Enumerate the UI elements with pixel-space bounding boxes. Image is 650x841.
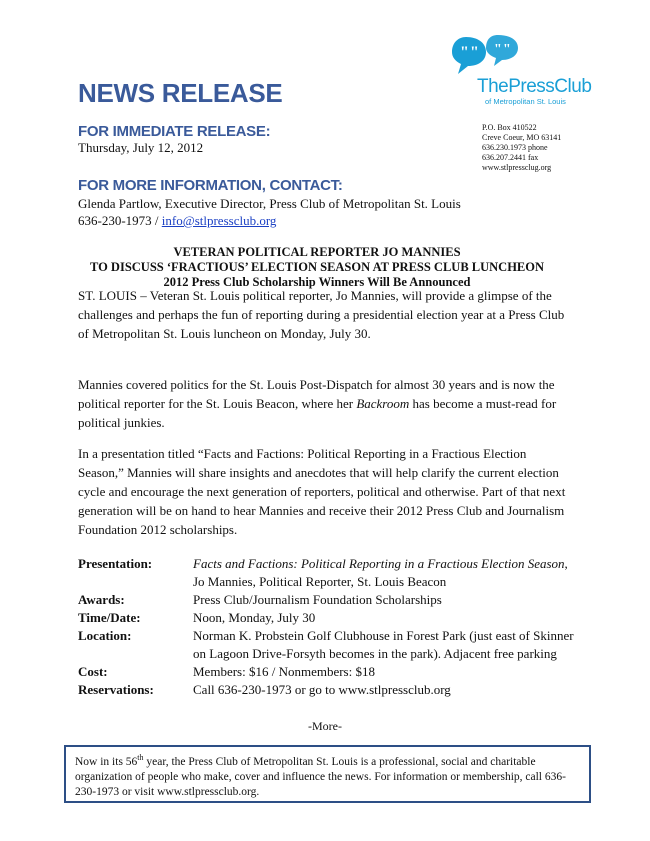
detail-row-reservations bbox=[78, 681, 578, 699]
page-title: NEWS RELEASE bbox=[78, 78, 283, 108]
speech-bubbles-icon bbox=[452, 33, 522, 77]
svg-text:": " bbox=[470, 44, 479, 61]
address-line: www.stlpressclug.org bbox=[482, 163, 552, 172]
backroom-title: Backroom bbox=[356, 396, 410, 411]
detail-label: Reservations: bbox=[78, 682, 154, 697]
detail-label: Location: bbox=[78, 628, 132, 643]
event-details bbox=[78, 555, 578, 699]
presentation-title: Facts and Factions: Political Reporting in a Fractious Election Season bbox=[193, 556, 565, 571]
detail-row-cost bbox=[78, 663, 578, 681]
detail-label: Cost: bbox=[78, 664, 108, 679]
detail-row-time bbox=[78, 609, 578, 627]
address-line: P.O. Box 410522 bbox=[482, 123, 537, 132]
logo-subtitle: of Metropolitan St. Louis bbox=[485, 97, 566, 106]
contact-phone: 636-230-1973 / bbox=[78, 213, 162, 228]
detail-value: Norman K. Probstein Golf Clubhouse in Forest Park (just east of Skinner on Lagoon Drive-Forsyth becomes in the park). Adjacent free parking bbox=[193, 628, 574, 661]
detail-label: Time/Date: bbox=[78, 610, 141, 625]
detail-row-location bbox=[78, 627, 578, 663]
press-club-logo bbox=[452, 33, 602, 108]
svg-text:": " bbox=[494, 42, 502, 57]
detail-label: Awards: bbox=[78, 592, 125, 607]
headline-line-1: VETERAN POLITICAL REPORTER JO MANNIES bbox=[173, 245, 461, 259]
contact-name: Glenda Partlow, Executive Director, Press Club of Metropolitan St. Louis bbox=[78, 196, 461, 211]
paragraph-intro: ST. LOUIS – Veteran St. Louis political reporter, Jo Mannies, will provide a glimpse of the challenges and perhaps the fun of reporting during a presidential election year at a Press Club of Metropolitan St. Louis luncheon on Monday, July 30. bbox=[78, 288, 565, 341]
immediate-release-label: FOR IMMEDIATE RELEASE: bbox=[78, 123, 271, 140]
svg-text:": " bbox=[460, 44, 469, 61]
detail-value: Noon, Monday, July 30 bbox=[193, 610, 316, 625]
paragraph-text: Mannies covered politics for the St. Louis Post-Dispatch for almost 30 years and is now the political reporter for the St. Louis Beacon, where her bbox=[78, 377, 555, 411]
headline-line-3: 2012 Press Club Scholarship Winners Will Be Announced bbox=[163, 275, 471, 289]
detail-value: Members: $16 / Nonmembers: $18 bbox=[193, 664, 375, 679]
detail-row-awards bbox=[78, 591, 578, 609]
address-line: 636.230.1973 phone bbox=[482, 143, 548, 152]
mailing-address bbox=[482, 123, 561, 173]
presentation-speaker: , Jo Mannies, Political Reporter, St. Louis Beacon bbox=[193, 556, 568, 589]
detail-row-presentation bbox=[78, 555, 578, 591]
logo-name: ThePressClub bbox=[477, 76, 592, 97]
ordinal-suffix: th bbox=[137, 753, 144, 762]
svg-text:": " bbox=[503, 42, 511, 57]
contact-label: FOR MORE INFORMATION, CONTACT: bbox=[78, 177, 343, 194]
headline bbox=[78, 245, 556, 290]
more-indicator: -More- bbox=[308, 719, 342, 733]
contact-email-link[interactable]: info@stlpressclub.org bbox=[161, 213, 277, 228]
address-line: 636.207.2441 fax bbox=[482, 153, 539, 162]
headline-line-2: TO DISCUSS ‘FRACTIOUS’ ELECTION SEASON AT PRESS CLUB LUNCHEON bbox=[89, 260, 545, 274]
release-date: Thursday, July 12, 2012 bbox=[78, 140, 204, 155]
address-line: Creve Coeur, MO 63141 bbox=[482, 133, 562, 142]
paragraph-text: has become a must-read for political junkies. bbox=[78, 396, 557, 430]
detail-value bbox=[193, 555, 578, 591]
paragraph-background bbox=[78, 375, 573, 432]
detail-value: Call 636-230-1973 or go to www.stlpressclub.org bbox=[193, 682, 451, 697]
contact-info bbox=[78, 212, 276, 229]
boilerplate-text: year, the Press Club of Metropolitan St. Louis is a professional, social and charitable organization of people who make, cover and influence the news. For information or membership, call 636-230-1973 or visit www.stlpressclub.org. bbox=[75, 755, 566, 798]
paragraph-presentation: In a presentation titled “Facts and Factions: Political Reporting in a Fractious Election Season,” Mannies will share insights and anecdotes that will help clarify the current election cycle and encourage the next generation of reporters, political and otherwise. Part of that next generation will be on hand to hear Mannies and receive their 2012 Press Club and Journalism Foundation 2012 scholarships. bbox=[78, 446, 566, 537]
boilerplate-box bbox=[64, 745, 591, 803]
detail-label: Presentation: bbox=[78, 556, 153, 571]
boilerplate-text: Now in its 56 bbox=[75, 755, 138, 768]
detail-value: Press Club/Journalism Foundation Scholarships bbox=[193, 592, 442, 607]
